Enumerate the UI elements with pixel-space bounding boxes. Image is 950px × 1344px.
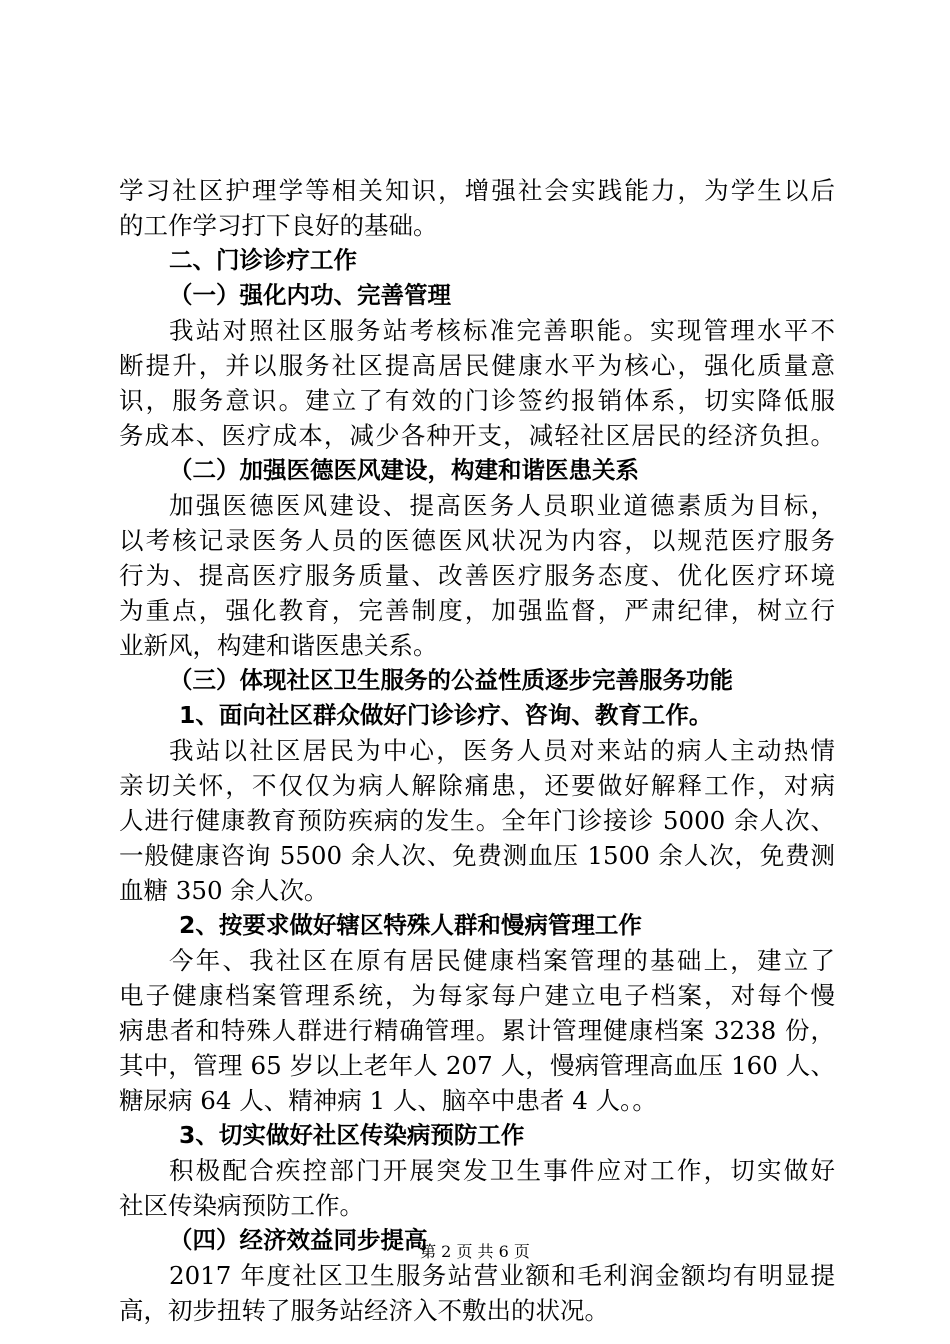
document-body: [119, 173, 835, 1328]
text-line: 2017 年度社区卫生服务站营业额和毛利润金额均有明显提: [169, 1261, 835, 1290]
text-line: 高，初步扭转了服务站经济入不敷出的状况。: [119, 1296, 609, 1325]
page-number-footer: 第 2 页 共 6 页: [420, 1242, 530, 1261]
text-line: 识，服务意识。建立了有效的门诊签约报销体系，切实降低服: [119, 386, 835, 415]
text-line: 血糖 350 余人次。: [119, 876, 329, 905]
paragraph-infectious-disease: [119, 1153, 835, 1223]
subheading-strengthen-management: （一）强化内功、完善管理: [169, 281, 451, 309]
text-line: 我站以社区居民为中心，医务人员对来站的病人主动热情: [169, 736, 835, 765]
text-line: 积极配合疾控部门开展突发卫生事件应对工作，切实做好: [169, 1156, 835, 1185]
item-heading-chronic-disease: 2、按要求做好辖区特殊人群和慢病管理工作: [179, 911, 642, 939]
text-line: 病患者和特殊人群进行精确管理。累计管理健康档案 3238 份，: [119, 1016, 835, 1045]
text-line: 行为、提高医疗服务质量、改善医疗服务态度、优化医疗环境: [119, 561, 835, 590]
paragraph-medical-ethics: [119, 488, 835, 663]
text-line: 社区传染病预防工作。: [119, 1191, 364, 1220]
subheading-public-welfare: （三）体现社区卫生服务的公益性质逐步完善服务功能: [169, 666, 733, 694]
section-heading-outpatient: 二、门诊诊疗工作: [169, 246, 357, 274]
text-line: 我站对照社区服务站考核标准完善职能。实现管理水平不: [169, 316, 835, 345]
text-line: 电子健康档案管理系统，为每家每户建立电子档案，对每个慢: [119, 981, 835, 1010]
text-line: 业新风，构建和谐医患关系。: [119, 631, 438, 660]
item-heading-outpatient-services: 1、面向社区群众做好门诊诊疗、咨询、教育工作。: [179, 701, 713, 729]
text-line: 加强医德医风建设、提高医务人员职业道德素质为目标，: [169, 491, 835, 520]
text-line: 亲切关怀，不仅仅为病人解除痛患，还要做好解释工作，对病: [119, 771, 835, 800]
text-line: 务成本、医疗成本，减少各种开支，减轻社区居民的经济负担。: [119, 421, 835, 450]
item-heading-infectious-disease: 3、切实做好社区传染病预防工作: [179, 1121, 525, 1149]
paragraph-management: [119, 313, 835, 453]
paragraph-chronic-disease: [119, 943, 835, 1118]
subheading-economic-benefit: （四）经济效益同步提高: [169, 1226, 428, 1254]
text-line: 今年、我社区在原有居民健康档案管理的基础上，建立了: [169, 946, 835, 975]
text-line: 学习社区护理学等相关知识，增强社会实践能力，为学生以后: [119, 176, 835, 205]
text-line: 以考核记录医务人员的医德医风状况为内容，以规范医疗服务: [119, 526, 835, 555]
paragraph-intro-continuation: [119, 173, 835, 243]
subheading-medical-ethics: （二）加强医德医风建设，构建和谐医患关系: [169, 456, 639, 484]
paragraph-economic-benefit: [119, 1258, 835, 1328]
text-line: 其中，管理 65 岁以上老年人 207 人，慢病管理高血压 160 人、: [119, 1051, 835, 1080]
text-line: 的工作学习打下良好的基础。: [119, 211, 438, 240]
text-line: 人进行健康教育预防疾病的发生。全年门诊接诊 5000 余人次、: [119, 806, 835, 835]
paragraph-outpatient-services: [119, 733, 835, 908]
text-line: 糖尿病 64 人、精神病 1 人、脑卒中患者 4 人。。: [119, 1086, 657, 1115]
text-line: 一般健康咨询 5500 余人次、免费测血压 1500 余人次，免费测: [119, 841, 835, 870]
text-line: 为重点，强化教育，完善制度，加强监督，严肃纪律，树立行: [119, 596, 835, 625]
text-line: 断提升，并以服务社区提高居民健康水平为核心，强化质量意: [119, 351, 835, 380]
